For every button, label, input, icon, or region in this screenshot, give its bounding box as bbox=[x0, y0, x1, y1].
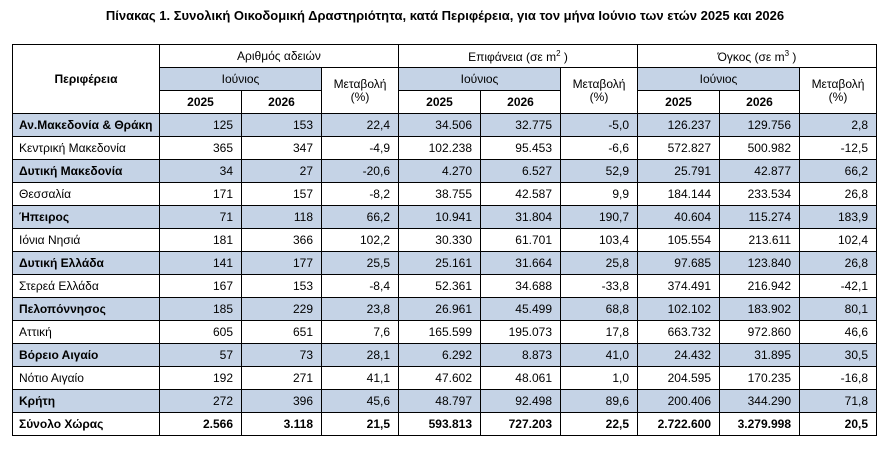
year-header: 2026 bbox=[242, 91, 322, 114]
value-cell: 45.499 bbox=[481, 298, 561, 321]
value-cell: 28,1 bbox=[322, 344, 399, 367]
table-row bbox=[13, 367, 877, 390]
value-cell: 200.406 bbox=[638, 390, 720, 413]
table-row bbox=[13, 137, 877, 160]
value-cell: 125 bbox=[160, 114, 242, 137]
year-header: 2025 bbox=[399, 91, 481, 114]
value-cell: 66,2 bbox=[322, 206, 399, 229]
region-cell: Κρήτη bbox=[13, 390, 160, 413]
value-cell: 170.235 bbox=[720, 367, 800, 390]
value-cell: 141 bbox=[160, 252, 242, 275]
year-header: 2026 bbox=[720, 91, 800, 114]
value-cell: 21,5 bbox=[322, 413, 399, 436]
value-cell: 41,1 bbox=[322, 367, 399, 390]
value-cell: 102.238 bbox=[399, 137, 481, 160]
value-cell: 396 bbox=[242, 390, 322, 413]
value-cell: 103,4 bbox=[561, 229, 638, 252]
value-cell: 9,9 bbox=[561, 183, 638, 206]
value-cell: 48.061 bbox=[481, 367, 561, 390]
value-cell: 20,5 bbox=[800, 413, 877, 436]
value-cell: 27 bbox=[242, 160, 322, 183]
value-cell: -6,6 bbox=[561, 137, 638, 160]
value-cell: 34.688 bbox=[481, 275, 561, 298]
region-cell: Νότιο Αιγαίο bbox=[13, 367, 160, 390]
value-cell: 71,8 bbox=[800, 390, 877, 413]
value-cell: 213.611 bbox=[720, 229, 800, 252]
value-cell: 42.587 bbox=[481, 183, 561, 206]
value-cell: 115.274 bbox=[720, 206, 800, 229]
value-cell: 2.566 bbox=[160, 413, 242, 436]
value-cell: 26,8 bbox=[800, 183, 877, 206]
value-cell: 7,6 bbox=[322, 321, 399, 344]
value-cell: 92.498 bbox=[481, 390, 561, 413]
value-cell: 80,1 bbox=[800, 298, 877, 321]
value-cell: 727.203 bbox=[481, 413, 561, 436]
value-cell: 8.873 bbox=[481, 344, 561, 367]
data-table bbox=[12, 44, 877, 436]
value-cell: 3.279.998 bbox=[720, 413, 800, 436]
value-cell: -4,9 bbox=[322, 137, 399, 160]
value-cell: 97.685 bbox=[638, 252, 720, 275]
value-cell: 42.877 bbox=[720, 160, 800, 183]
value-cell: 972.860 bbox=[720, 321, 800, 344]
year-header: 2026 bbox=[481, 91, 561, 114]
value-cell: 105.554 bbox=[638, 229, 720, 252]
region-cell: Σύνολο Χώρας bbox=[13, 413, 160, 436]
value-cell: 45,6 bbox=[322, 390, 399, 413]
surface-header: Επιφάνεια (σε $m^2$ ) bbox=[399, 45, 638, 68]
value-cell: 102.102 bbox=[638, 298, 720, 321]
year-header: 2025 bbox=[638, 91, 720, 114]
value-cell: -20,6 bbox=[322, 160, 399, 183]
value-cell: 4.270 bbox=[399, 160, 481, 183]
value-cell: 3.118 bbox=[242, 413, 322, 436]
month-header: Ιούνιος bbox=[160, 68, 322, 91]
value-cell: 157 bbox=[242, 183, 322, 206]
value-cell: 40.604 bbox=[638, 206, 720, 229]
value-cell: 1,0 bbox=[561, 367, 638, 390]
value-cell: 374.491 bbox=[638, 275, 720, 298]
value-cell: 663.732 bbox=[638, 321, 720, 344]
value-cell: 25,8 bbox=[561, 252, 638, 275]
value-cell: 57 bbox=[160, 344, 242, 367]
table-row bbox=[13, 344, 877, 367]
value-cell: 48.797 bbox=[399, 390, 481, 413]
total-row bbox=[13, 413, 877, 436]
value-cell: 216.942 bbox=[720, 275, 800, 298]
value-cell: 31.804 bbox=[481, 206, 561, 229]
value-cell: 102,2 bbox=[322, 229, 399, 252]
region-cell: Βόρειο Αιγαίο bbox=[13, 344, 160, 367]
value-cell: 204.595 bbox=[638, 367, 720, 390]
value-cell: 47.602 bbox=[399, 367, 481, 390]
value-cell: 41,0 bbox=[561, 344, 638, 367]
value-cell: 31.895 bbox=[720, 344, 800, 367]
region-cell: Στερεά Ελλάδα bbox=[13, 275, 160, 298]
value-cell: 365 bbox=[160, 137, 242, 160]
value-cell: 26.961 bbox=[399, 298, 481, 321]
value-cell: -5,0 bbox=[561, 114, 638, 137]
value-cell: 52,9 bbox=[561, 160, 638, 183]
value-cell: 32.775 bbox=[481, 114, 561, 137]
value-cell: -16,8 bbox=[800, 367, 877, 390]
value-cell: 26,8 bbox=[800, 252, 877, 275]
value-cell: 184.144 bbox=[638, 183, 720, 206]
table-row bbox=[13, 252, 877, 275]
region-header: Περιφέρεια bbox=[13, 45, 160, 114]
value-cell: 30.330 bbox=[399, 229, 481, 252]
value-cell: 46,6 bbox=[800, 321, 877, 344]
value-cell: 17,8 bbox=[561, 321, 638, 344]
change-header: Μεταβολή (%) bbox=[800, 68, 877, 114]
region-cell: Κεντρική Μακεδονία bbox=[13, 137, 160, 160]
value-cell: 593.813 bbox=[399, 413, 481, 436]
value-cell: 167 bbox=[160, 275, 242, 298]
value-cell: -8,4 bbox=[322, 275, 399, 298]
volume-header: Όγκος (σε $m^3$ ) bbox=[638, 45, 877, 68]
value-cell: 177 bbox=[242, 252, 322, 275]
value-cell: 185 bbox=[160, 298, 242, 321]
value-cell: 22,5 bbox=[561, 413, 638, 436]
value-cell: 31.664 bbox=[481, 252, 561, 275]
value-cell: 271 bbox=[242, 367, 322, 390]
month-header: Ιούνιος bbox=[399, 68, 561, 91]
value-cell: 6.527 bbox=[481, 160, 561, 183]
value-cell: -33,8 bbox=[561, 275, 638, 298]
value-cell: 572.827 bbox=[638, 137, 720, 160]
table-row bbox=[13, 206, 877, 229]
value-cell: 171 bbox=[160, 183, 242, 206]
region-cell: Ιόνια Νησιά bbox=[13, 229, 160, 252]
value-cell: 190,7 bbox=[561, 206, 638, 229]
table-row bbox=[13, 275, 877, 298]
region-cell: Πελοπόννησος bbox=[13, 298, 160, 321]
value-cell: 183,9 bbox=[800, 206, 877, 229]
value-cell: 126.237 bbox=[638, 114, 720, 137]
value-cell: 229 bbox=[242, 298, 322, 321]
value-cell: 61.701 bbox=[481, 229, 561, 252]
value-cell: 195.073 bbox=[481, 321, 561, 344]
value-cell: 89,6 bbox=[561, 390, 638, 413]
table-row bbox=[13, 183, 877, 206]
value-cell: 651 bbox=[242, 321, 322, 344]
table-row bbox=[13, 114, 877, 137]
value-cell: 2,8 bbox=[800, 114, 877, 137]
value-cell: 25,5 bbox=[322, 252, 399, 275]
value-cell: -42,1 bbox=[800, 275, 877, 298]
value-cell: 25.791 bbox=[638, 160, 720, 183]
region-cell: Θεσσαλία bbox=[13, 183, 160, 206]
value-cell: 181 bbox=[160, 229, 242, 252]
value-cell: 233.534 bbox=[720, 183, 800, 206]
value-cell: 38.755 bbox=[399, 183, 481, 206]
value-cell: 52.361 bbox=[399, 275, 481, 298]
value-cell: 23,8 bbox=[322, 298, 399, 321]
value-cell: 30,5 bbox=[800, 344, 877, 367]
region-cell: Δυτική Ελλάδα bbox=[13, 252, 160, 275]
value-cell: 272 bbox=[160, 390, 242, 413]
region-cell: Ήπειρος bbox=[13, 206, 160, 229]
table-row bbox=[13, 321, 877, 344]
value-cell: 366 bbox=[242, 229, 322, 252]
change-header: Μεταβολή (%) bbox=[561, 68, 638, 114]
month-header: Ιούνιος bbox=[638, 68, 800, 91]
value-cell: 10.941 bbox=[399, 206, 481, 229]
value-cell: 24.432 bbox=[638, 344, 720, 367]
value-cell: 153 bbox=[242, 275, 322, 298]
region-cell: Αν.Μακεδονία & Θράκη bbox=[13, 114, 160, 137]
value-cell: 6.292 bbox=[399, 344, 481, 367]
value-cell: -12,5 bbox=[800, 137, 877, 160]
value-cell: 2.722.600 bbox=[638, 413, 720, 436]
value-cell: 347 bbox=[242, 137, 322, 160]
value-cell: 68,8 bbox=[561, 298, 638, 321]
value-cell: 73 bbox=[242, 344, 322, 367]
value-cell: 71 bbox=[160, 206, 242, 229]
value-cell: -8,2 bbox=[322, 183, 399, 206]
value-cell: 605 bbox=[160, 321, 242, 344]
value-cell: 129.756 bbox=[720, 114, 800, 137]
year-header: 2025 bbox=[160, 91, 242, 114]
value-cell: 102,4 bbox=[800, 229, 877, 252]
table-row bbox=[13, 298, 877, 321]
value-cell: 22,4 bbox=[322, 114, 399, 137]
table-title: Πίνακας 1. Συνολική Οικοδομική Δραστηριότητα, κατά Περιφέρεια, για τον μήνα Ιούνιο των ετών 2025 και 2026 bbox=[105, 8, 785, 23]
value-cell: 500.982 bbox=[720, 137, 800, 160]
value-cell: 153 bbox=[242, 114, 322, 137]
table-row bbox=[13, 390, 877, 413]
table-row bbox=[13, 160, 877, 183]
permits-header: Αριθμός αδειών bbox=[160, 45, 399, 68]
value-cell: 165.599 bbox=[399, 321, 481, 344]
table-body bbox=[13, 114, 877, 436]
value-cell: 192 bbox=[160, 367, 242, 390]
value-cell: 344.290 bbox=[720, 390, 800, 413]
value-cell: 34.506 bbox=[399, 114, 481, 137]
value-cell: 183.902 bbox=[720, 298, 800, 321]
value-cell: 123.840 bbox=[720, 252, 800, 275]
change-header: Μεταβολή (%) bbox=[322, 68, 399, 114]
value-cell: 34 bbox=[160, 160, 242, 183]
value-cell: 25.161 bbox=[399, 252, 481, 275]
value-cell: 118 bbox=[242, 206, 322, 229]
region-cell: Αττική bbox=[13, 321, 160, 344]
value-cell: 95.453 bbox=[481, 137, 561, 160]
value-cell: 66,2 bbox=[800, 160, 877, 183]
table-row bbox=[13, 229, 877, 252]
region-cell: Δυτική Μακεδονία bbox=[13, 160, 160, 183]
